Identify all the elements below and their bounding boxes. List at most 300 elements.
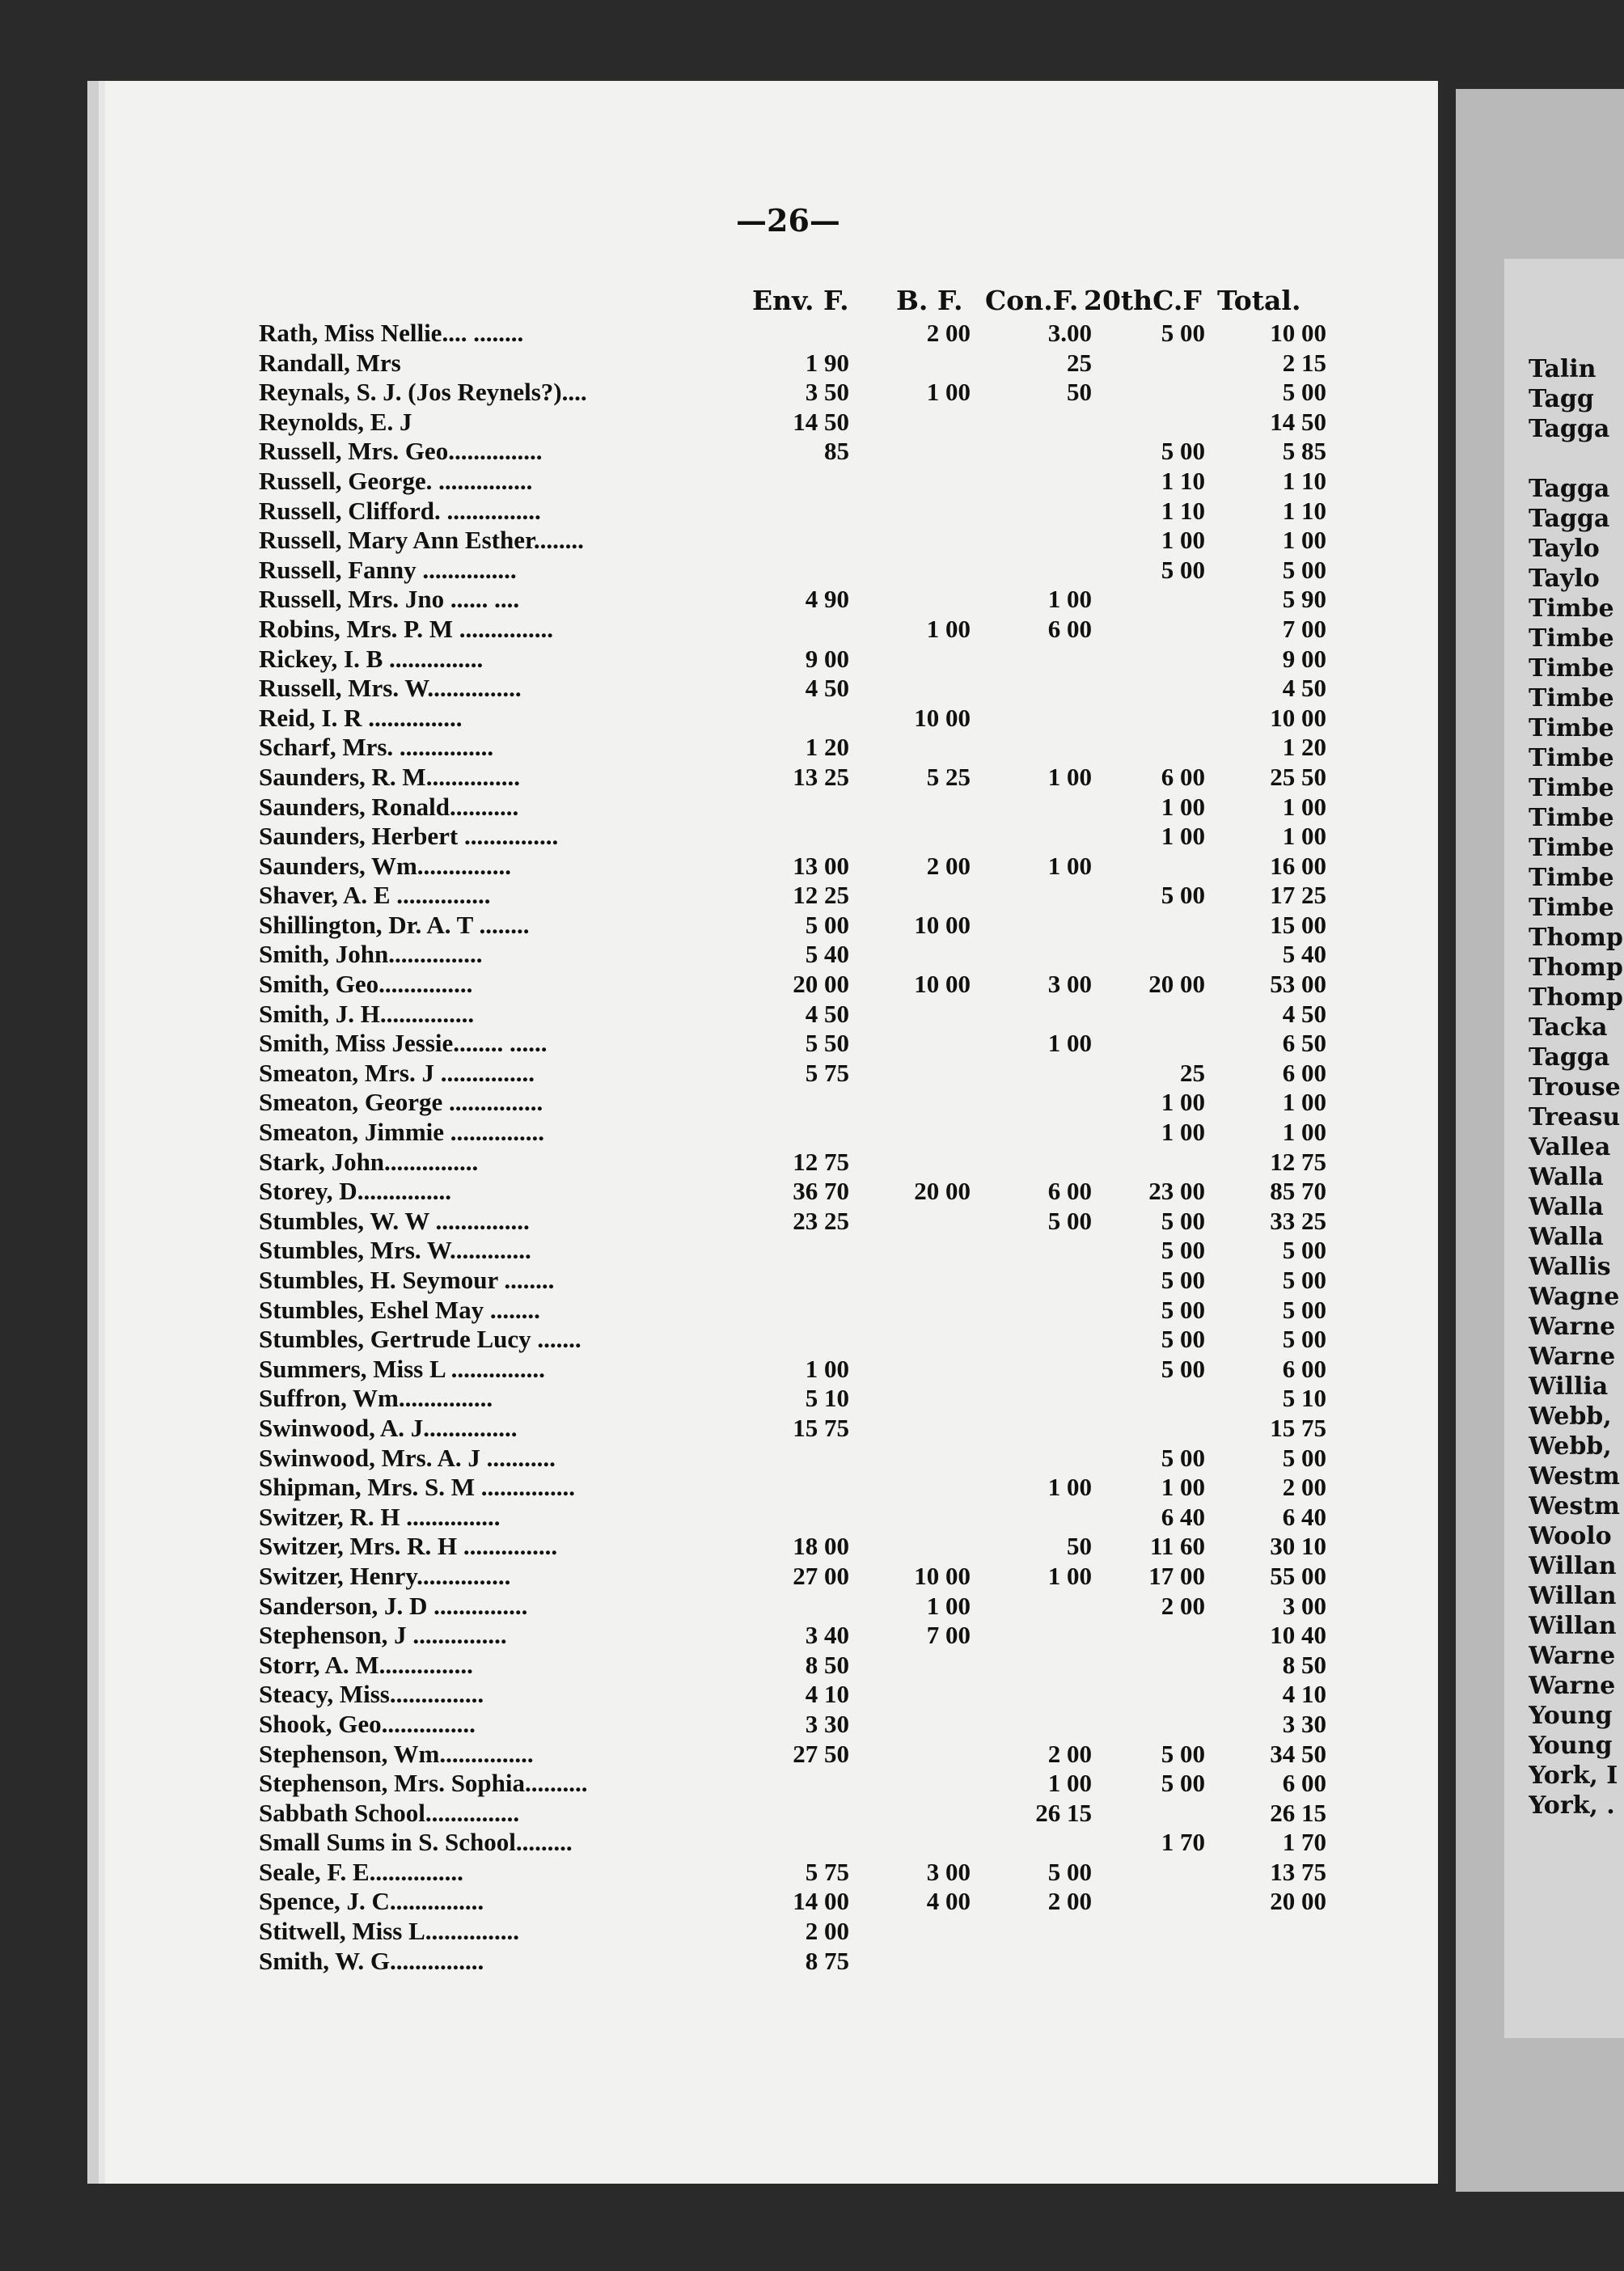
amount-twentieth: 5 00 — [1161, 881, 1205, 910]
facing-page-fragment: Webb, — [1529, 1432, 1612, 1461]
amount-env: 1 90 — [805, 348, 849, 377]
ledger-row — [259, 999, 1326, 1030]
amount-env: 85 — [824, 437, 849, 466]
contributor-name: Stark, John............... — [259, 1147, 479, 1176]
contributor-name: Reynolds, E. J — [259, 407, 412, 436]
contributor-name: Rickey, I. B ............... — [259, 644, 484, 673]
contributor-name: Stumbles, Mrs. W............. — [259, 1236, 531, 1265]
ledger-row — [259, 822, 1326, 852]
ledger-row — [259, 614, 1326, 645]
contributor-name: Russell, Mary Ann Esther........ — [259, 526, 584, 555]
facing-page-fragment: Young — [1529, 1732, 1613, 1760]
ledger-row — [259, 1266, 1326, 1296]
amount-total: 53 00 — [1270, 970, 1326, 999]
amount-con: 6 00 — [1047, 614, 1092, 643]
facing-page-fragment: Timbe — [1529, 864, 1614, 892]
amount-env: 8 75 — [805, 1946, 849, 1975]
facing-page-fragment: Willan — [1529, 1612, 1617, 1640]
amount-total: 7 00 — [1282, 614, 1326, 643]
contributor-name: Shipman, Mrs. S. M ............... — [259, 1473, 575, 1502]
ledger-row — [259, 1502, 1326, 1533]
ledger-row — [259, 1325, 1326, 1355]
ledger-row — [259, 319, 1326, 349]
amount-twentieth: 1 70 — [1161, 1828, 1205, 1857]
amount-twentieth: 17 00 — [1148, 1561, 1205, 1590]
facing-page-fragment: Talin — [1529, 355, 1597, 383]
contributor-name: Storey, D............... — [259, 1177, 451, 1206]
contributor-name: Stephenson, Mrs. Sophia.......... — [259, 1769, 588, 1798]
contributor-name: Swinwood, Mrs. A. J ........... — [259, 1443, 556, 1472]
amount-twentieth: 5 00 — [1161, 1354, 1205, 1383]
amount-twentieth: 25 — [1180, 1058, 1205, 1087]
amount-total: 5 00 — [1282, 1266, 1326, 1294]
ledger-row — [259, 1473, 1326, 1503]
amount-bf: 7 00 — [926, 1621, 971, 1650]
amount-total: 6 00 — [1282, 1058, 1326, 1087]
amount-con: 1 00 — [1047, 1561, 1092, 1590]
contributor-name: Shaver, A. E ............... — [259, 881, 491, 910]
amount-con: 50 — [1067, 1532, 1092, 1561]
ledger-row — [259, 437, 1326, 467]
ledger-row — [259, 555, 1326, 586]
contributor-name: Stumbles, Eshel May ........ — [259, 1295, 540, 1324]
amount-bf: 10 00 — [914, 970, 971, 999]
amount-total: 2 15 — [1282, 348, 1326, 377]
amount-env: 27 00 — [793, 1561, 849, 1590]
contributor-name: Steacy, Miss............... — [259, 1680, 484, 1709]
facing-page-fragment: Timbe — [1529, 774, 1614, 802]
contributor-name: Switzer, R. H ............... — [259, 1502, 501, 1531]
ledger-row — [259, 585, 1326, 615]
contributor-name: Smith, Miss Jessie........ ...... — [259, 1029, 548, 1058]
ledger-row — [259, 1532, 1326, 1562]
amount-env: 4 50 — [805, 674, 849, 703]
amount-total: 10 00 — [1270, 319, 1326, 347]
ledger-row — [259, 1118, 1326, 1148]
amount-total: 13 75 — [1270, 1857, 1326, 1886]
amount-con: 6 00 — [1047, 1177, 1092, 1206]
amount-total: 16 00 — [1270, 851, 1326, 880]
contributor-name: Russell, Clifford. ............... — [259, 496, 541, 525]
amount-twentieth: 1 10 — [1161, 496, 1205, 525]
amount-total: 9 00 — [1282, 644, 1326, 673]
amount-total: 5 00 — [1282, 378, 1326, 407]
amount-con: 50 — [1067, 378, 1092, 407]
facing-page-list — [1529, 354, 1624, 1821]
amount-con: 3 00 — [1047, 970, 1092, 999]
contributor-name: Storr, A. M............... — [259, 1650, 473, 1679]
ledger-rows — [259, 319, 1326, 1976]
facing-page-fragment: Tagga — [1529, 415, 1610, 443]
amount-total: 5 85 — [1282, 437, 1326, 466]
amount-env: 3 50 — [805, 378, 849, 407]
contributor-name: Seale, F. E............... — [259, 1857, 463, 1886]
contributor-name: Reynals, S. J. (Jos Reynels?).... — [259, 378, 587, 407]
contributor-name: Russell, George. ............... — [259, 466, 533, 495]
amount-total: 34 50 — [1270, 1739, 1326, 1768]
contributor-name: Swinwood, A. J............... — [259, 1413, 518, 1442]
contributor-name: Stumbles, W. W ............... — [259, 1206, 530, 1235]
amount-total: 3 30 — [1282, 1709, 1326, 1738]
amount-env: 15 75 — [793, 1413, 849, 1442]
contributor-name: Saunders, Ronald........... — [259, 792, 519, 821]
amount-twentieth: 5 00 — [1161, 1443, 1205, 1472]
amount-env: 5 00 — [805, 910, 849, 939]
ledger-row — [259, 1857, 1326, 1888]
facing-page-fragment: Willan — [1529, 1582, 1617, 1610]
amount-env: 18 00 — [793, 1532, 849, 1561]
amount-total: 5 00 — [1282, 1236, 1326, 1265]
amount-con: 5 00 — [1047, 1206, 1092, 1235]
amount-twentieth: 1 10 — [1161, 466, 1205, 495]
contributor-name: Rath, Miss Nellie.... ........ — [259, 319, 524, 347]
amount-env: 5 40 — [805, 940, 849, 969]
amount-env: 20 00 — [793, 970, 849, 999]
facing-page-fragment: Warne — [1529, 1313, 1616, 1341]
amount-env: 5 75 — [805, 1058, 849, 1087]
amount-total: 1 00 — [1282, 1088, 1326, 1117]
facing-page-fragment: Walla — [1529, 1193, 1604, 1221]
amount-bf: 10 00 — [914, 703, 971, 732]
amount-con: 26 15 — [1035, 1798, 1092, 1827]
amount-con: 1 00 — [1047, 1473, 1092, 1502]
amount-total: 6 00 — [1282, 1354, 1326, 1383]
page-number: —26— — [736, 202, 840, 239]
ledger-row — [259, 1058, 1326, 1089]
amount-total: 6 00 — [1282, 1769, 1326, 1798]
ledger-row — [259, 1177, 1326, 1207]
contributor-name: Smith, J. H............... — [259, 999, 475, 1028]
facing-page-fragment: Woolo — [1529, 1522, 1612, 1550]
amount-total: 6 40 — [1282, 1502, 1326, 1531]
facing-page-fragment: Warne — [1529, 1642, 1616, 1670]
contributor-name: Sabbath School............... — [259, 1798, 520, 1827]
facing-page-fragment: Warne — [1529, 1672, 1616, 1700]
amount-twentieth: 1 00 — [1161, 1473, 1205, 1502]
amount-twentieth: 5 00 — [1161, 555, 1205, 584]
amount-bf: 1 00 — [926, 614, 971, 643]
amount-env: 5 50 — [805, 1029, 849, 1058]
amount-total: 5 00 — [1282, 1443, 1326, 1472]
amount-con: 1 00 — [1047, 851, 1092, 880]
ledger-row — [259, 1709, 1326, 1740]
ledger-row — [259, 1947, 1310, 1977]
facing-page-fragment: Taylo — [1529, 565, 1600, 593]
facing-page-fragment: Westm — [1529, 1492, 1620, 1520]
amount-total: 25 50 — [1270, 762, 1326, 791]
ledger-row — [259, 1384, 1326, 1414]
ledger-row — [259, 1295, 1326, 1326]
contributor-name: Shillington, Dr. A. T ........ — [259, 910, 530, 939]
amount-env: 13 00 — [793, 851, 849, 880]
ledger-row — [259, 1621, 1326, 1651]
facing-page-fragment: Vallea — [1529, 1133, 1611, 1161]
amount-twentieth: 1 00 — [1161, 792, 1205, 821]
contributor-name: Suffron, Wm............... — [259, 1384, 493, 1413]
amount-twentieth: 11 60 — [1149, 1532, 1205, 1561]
amount-total: 1 00 — [1282, 1118, 1326, 1147]
column-header-20th: 20thC.F — [1084, 285, 1202, 316]
amount-twentieth: 2 00 — [1161, 1591, 1205, 1620]
amount-total: 1 10 — [1282, 496, 1326, 525]
contributor-name: Saunders, Wm............... — [259, 851, 512, 880]
amount-env: 4 10 — [805, 1680, 849, 1709]
amount-twentieth: 5 00 — [1161, 1266, 1205, 1294]
facing-page-fragment: Willia — [1529, 1372, 1609, 1401]
facing-page-fragment: Tacka — [1529, 1013, 1608, 1042]
contributor-name: Stephenson, Wm............... — [259, 1739, 534, 1768]
amount-total: 20 00 — [1270, 1887, 1326, 1916]
contributor-name: Sanderson, J. D ............... — [259, 1591, 528, 1620]
amount-total: 15 00 — [1270, 910, 1326, 939]
amount-total: 2 00 — [1282, 1473, 1326, 1502]
ledger-row — [259, 1413, 1326, 1444]
amount-bf: 5 25 — [926, 762, 971, 791]
amount-env: 5 75 — [805, 1857, 849, 1886]
ledger-row — [259, 762, 1326, 793]
ledger-row — [259, 1680, 1326, 1710]
contributor-name: Stitwell, Miss L............... — [259, 1917, 520, 1946]
amount-total: 8 50 — [1282, 1650, 1326, 1679]
amount-total: 1 70 — [1282, 1828, 1326, 1857]
contributor-name: Switzer, Henry............... — [259, 1561, 511, 1590]
amount-bf: 3 00 — [926, 1857, 971, 1886]
contributor-name: Saunders, R. M............... — [259, 762, 520, 791]
amount-total: 15 75 — [1270, 1413, 1326, 1442]
column-header-env: Env. F. — [752, 285, 849, 316]
contributor-name: Smith, Geo............... — [259, 970, 473, 999]
contributor-name: Smith, John............... — [259, 940, 483, 969]
contributor-name: Russell, Mrs. Geo............... — [259, 437, 543, 466]
ledger-row — [259, 1917, 1310, 1947]
amount-con: 25 — [1067, 348, 1092, 377]
amount-twentieth: 5 00 — [1161, 1325, 1205, 1354]
amount-env: 14 50 — [793, 407, 849, 436]
ledger-row — [259, 910, 1326, 941]
facing-page-fragment: Warne — [1529, 1343, 1616, 1371]
ledger-row — [259, 940, 1326, 970]
ledger-row — [259, 674, 1326, 704]
contributor-name: Smeaton, Mrs. J ............... — [259, 1058, 535, 1087]
contributor-name: Summers, Miss L ............... — [259, 1354, 545, 1383]
amount-bf: 10 00 — [914, 1561, 971, 1590]
facing-page-fragment: Timbe — [1529, 834, 1614, 862]
facing-page-fragment: Webb, — [1529, 1402, 1612, 1431]
facing-page-fragment: Willan — [1529, 1552, 1617, 1580]
amount-total: 12 75 — [1270, 1147, 1326, 1176]
ledger-row — [259, 1236, 1326, 1266]
ledger-row — [259, 1650, 1326, 1681]
contributor-name: Russell, Mrs. Jno ...... .... — [259, 585, 520, 614]
ledger-row — [259, 1887, 1326, 1917]
facing-page-fragment: Timbe — [1529, 654, 1614, 683]
ledger-row — [259, 1591, 1326, 1622]
facing-page-fragment: Timbe — [1529, 744, 1614, 772]
facing-page-fragment: Tagg — [1529, 385, 1594, 413]
amount-total: 5 00 — [1282, 1325, 1326, 1354]
amount-env: 14 00 — [793, 1887, 849, 1916]
amount-con: 1 00 — [1047, 1029, 1092, 1058]
contributor-name: Saunders, Herbert ............... — [259, 822, 559, 851]
facing-page-fragment: Wagne — [1529, 1283, 1620, 1311]
amount-bf: 2 00 — [926, 851, 971, 880]
facing-page-fragment: Timbe — [1529, 804, 1614, 832]
ledger-row — [259, 733, 1326, 763]
amount-env: 36 70 — [793, 1177, 849, 1206]
amount-twentieth: 6 00 — [1161, 762, 1205, 791]
amount-env: 1 20 — [805, 733, 849, 762]
amount-con: 1 00 — [1047, 1769, 1092, 1798]
amount-total: 17 25 — [1270, 881, 1326, 910]
facing-page-fragment: York, . — [1529, 1791, 1615, 1820]
facing-page-fragment: Timbe — [1529, 714, 1614, 742]
amount-twentieth: 23 00 — [1148, 1177, 1205, 1206]
ledger-row — [259, 466, 1326, 497]
amount-total: 6 50 — [1282, 1029, 1326, 1058]
contributor-name: Robins, Mrs. P. M ............... — [259, 614, 553, 643]
contributor-name: Reid, I. R ............... — [259, 703, 463, 732]
ledger-row — [259, 348, 1326, 378]
amount-total: 5 40 — [1282, 940, 1326, 969]
contributor-name: Smeaton, Jimmie ............... — [259, 1118, 545, 1147]
amount-total: 5 00 — [1282, 555, 1326, 584]
facing-page-fragment: Timbe — [1529, 894, 1614, 922]
amount-bf: 20 00 — [914, 1177, 971, 1206]
contributor-name: Scharf, Mrs. ............... — [259, 733, 494, 762]
amount-twentieth: 5 00 — [1161, 1236, 1205, 1265]
column-header-total: Total. — [1217, 285, 1301, 316]
facing-page-fragment: Young — [1529, 1702, 1613, 1730]
amount-env: 3 40 — [805, 1621, 849, 1650]
amount-env: 5 10 — [805, 1384, 849, 1413]
contributor-name: Stephenson, J ............... — [259, 1621, 507, 1650]
ledger-row — [259, 970, 1326, 1000]
contributor-name: Spence, J. C............... — [259, 1887, 484, 1916]
contributor-name: Stumbles, Gertrude Lucy ....... — [259, 1325, 582, 1354]
amount-total: 1 20 — [1282, 733, 1326, 762]
amount-total: 1 00 — [1282, 526, 1326, 555]
amount-twentieth: 5 00 — [1161, 319, 1205, 347]
ledger-row — [259, 851, 1326, 882]
contributor-name: Shook, Geo............... — [259, 1709, 476, 1738]
ledger-row — [259, 496, 1326, 527]
amount-total: 3 00 — [1282, 1591, 1326, 1620]
amount-env: 12 25 — [793, 881, 849, 910]
amount-total: 33 25 — [1270, 1206, 1326, 1235]
amount-env: 12 75 — [793, 1147, 849, 1176]
amount-env: 9 00 — [805, 644, 849, 673]
facing-page-fragment: Timbe — [1529, 624, 1614, 653]
amount-total: 5 10 — [1282, 1384, 1326, 1413]
amount-total: 1 10 — [1282, 466, 1326, 495]
amount-total: 14 50 — [1270, 407, 1326, 436]
amount-env: 27 50 — [793, 1739, 849, 1768]
amount-total: 10 00 — [1270, 703, 1326, 732]
amount-con: 5 00 — [1047, 1857, 1092, 1886]
ledger-row — [259, 407, 1326, 438]
ledger-row — [259, 1828, 1326, 1858]
facing-page-fragment: Tagga — [1529, 1043, 1610, 1072]
facing-page-fragment: Trouse — [1529, 1073, 1621, 1102]
amount-env: 1 00 — [805, 1354, 849, 1383]
facing-page-fragment: Thomp — [1529, 954, 1623, 982]
amount-twentieth: 1 00 — [1161, 1118, 1205, 1147]
contributor-name: Small Sums in S. School......... — [259, 1828, 573, 1857]
ledger-row — [259, 1088, 1326, 1118]
ledger-row — [259, 1739, 1326, 1770]
amount-total: 4 50 — [1282, 674, 1326, 703]
amount-twentieth: 5 00 — [1161, 1739, 1205, 1768]
amount-con: 2 00 — [1047, 1739, 1092, 1768]
contributor-name: Russell, Mrs. W............... — [259, 674, 522, 703]
amount-bf: 2 00 — [926, 319, 971, 347]
ledger-row — [259, 1443, 1326, 1474]
amount-total: 1 00 — [1282, 792, 1326, 821]
amount-total: 26 15 — [1270, 1798, 1326, 1827]
amount-total: 4 50 — [1282, 999, 1326, 1028]
ledger-row — [259, 1029, 1326, 1059]
amount-env: 2 00 — [805, 1917, 849, 1946]
amount-twentieth: 5 00 — [1161, 1295, 1205, 1324]
amount-con: 3.00 — [1047, 319, 1092, 347]
ledger-row — [259, 881, 1326, 911]
amount-total: 85 70 — [1270, 1177, 1326, 1206]
amount-twentieth: 1 00 — [1161, 526, 1205, 555]
amount-env: 23 25 — [793, 1206, 849, 1235]
amount-env: 8 50 — [805, 1650, 849, 1679]
ledger-row — [259, 644, 1326, 675]
facing-page-fragment: Taylo — [1529, 535, 1600, 563]
contributor-name: Russell, Fanny ............... — [259, 555, 517, 584]
amount-env: 4 90 — [805, 585, 849, 614]
ledger-row — [259, 1561, 1326, 1592]
ledger-row — [259, 378, 1326, 408]
amount-total: 55 00 — [1270, 1561, 1326, 1590]
facing-page-fragment: Westm — [1529, 1462, 1620, 1491]
amount-env: 13 25 — [793, 762, 849, 791]
amount-bf: 1 00 — [926, 1591, 971, 1620]
amount-total: 4 10 — [1282, 1680, 1326, 1709]
ledger-row — [259, 1147, 1326, 1178]
facing-page-fragment: York, I — [1529, 1761, 1618, 1790]
facing-page-fragment: Thomp — [1529, 924, 1623, 952]
facing-page-fragment: Thomp — [1529, 983, 1623, 1012]
ledger-row — [259, 1769, 1326, 1799]
amount-env: 4 50 — [805, 999, 849, 1028]
amount-con: 2 00 — [1047, 1887, 1092, 1916]
contributor-name: Smith, W. G............... — [259, 1946, 484, 1975]
facing-page-fragment: Tagga — [1529, 505, 1610, 533]
column-header-con: Con.F. — [985, 285, 1079, 316]
ledger-row — [259, 1206, 1326, 1237]
amount-bf: 10 00 — [914, 910, 971, 939]
facing-page-fragment: Walla — [1529, 1163, 1604, 1191]
facing-page-fragment: Tagga — [1529, 475, 1610, 503]
amount-twentieth: 5 00 — [1161, 437, 1205, 466]
ledger-row — [259, 1354, 1326, 1385]
contributor-name: Switzer, Mrs. R. H ............... — [259, 1532, 558, 1561]
column-header-bf: B. F. — [896, 285, 963, 316]
facing-page-fragment: Walla — [1529, 1223, 1604, 1251]
facing-page-fragment: Treasu — [1529, 1103, 1621, 1131]
facing-page-fragment: Wallis — [1529, 1253, 1611, 1281]
amount-total: 30 10 — [1270, 1532, 1326, 1561]
facing-page-fragment: Timbe — [1529, 684, 1614, 713]
facing-page-fragment — [1529, 444, 1624, 474]
amount-twentieth: 5 00 — [1161, 1206, 1205, 1235]
amount-bf: 1 00 — [926, 378, 971, 407]
ledger-row — [259, 526, 1326, 556]
